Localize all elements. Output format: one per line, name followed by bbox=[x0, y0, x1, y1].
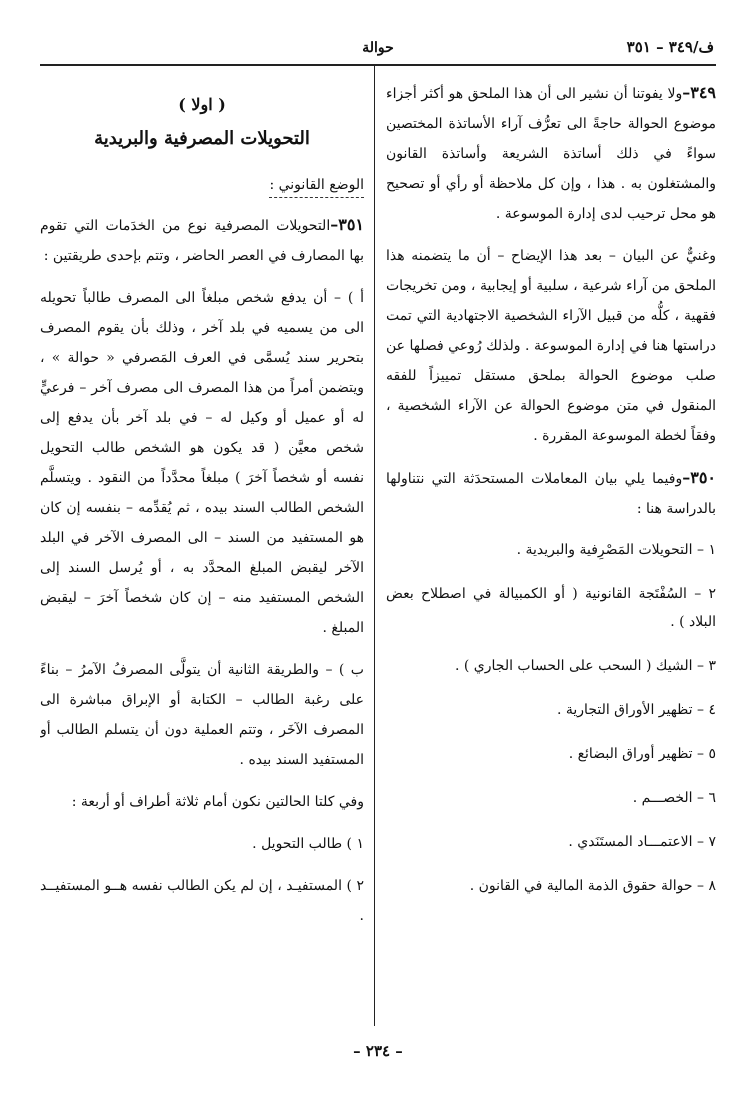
paragraph-text: وفيما يلي بيان المعاملات المستحدَثة التي نتناولها بالدراسة هنا : bbox=[386, 471, 716, 517]
list-item: ٦ – الخصـــم . bbox=[632, 790, 716, 806]
paragraph-clarification: وغنيٌّ عن البيان – بعد هذا الإيضاح – أن ما يتضمنه هذا الملحق من آراء شرعية ، سلبية أو إيجابية ، ومن تخريجات فقهية ، كلُّه من قبيل الآراء الشخصية الاجتهادية التي تمت دراستها هنا في إدارة الموسوعة . ولذلك رُوعي فصلها عن صلب موضوع الحوالة بملحق مستقل تمييزاً للفقه المنقول في متن موضوع الحوالة عن الآراء الشخصية ، وفقاً لخطة الموسوعة المقررة . bbox=[386, 248, 716, 444]
section-number: ( اولا ) bbox=[178, 95, 226, 114]
transactions-list bbox=[386, 536, 716, 900]
paragraph-text: ولا يفوتنا أن نشير الى أن هذا الملحق هو أكثر أجزاء موضوع الحوالة حاجةً الى تعرُّف آراء الأساتذة المختصين سواءً في ذلك أساتذة الشريعة وأساتذة القانون والمشتغلون به . هذا ، وإن كل ملاحظة أو رأي أو تصحيح هو محل ترحيب لدى إدارة الموسوعة . bbox=[386, 86, 716, 222]
paragraph-text: التحويلات المصرفية نوع من الخدَمات التي تقوم بها المصارف في العصر الحاضر ، وتتم بإحدى طريقتين : bbox=[40, 218, 364, 264]
list-item: ٢ – السُفْتَجة القانونية ( أو الكمبيالة في اصطلاح بعض البلاد ) . bbox=[386, 586, 716, 630]
paragraph-number: ٣٤٩– bbox=[682, 83, 716, 102]
page-number: – ٢٣٤ – bbox=[353, 1042, 403, 1060]
column-divider bbox=[374, 64, 375, 1026]
paragraph-parties: وفي كلتا الحالتين نكون أمام ثلاثة أطراف أو أربعة : bbox=[71, 794, 364, 810]
paragraph-349 bbox=[386, 78, 716, 229]
paragraph-method-b: ب ) – والطريقة الثانية أن يتولَّى المصرفُ الآمرُ – بناءً على رغبة الطالب – الكتابة أو الإبراق مباشرة الى المصرف الآخَر ، وتتم العملية دون أن يتسلم الطالب أو المستفيد السند بيده . bbox=[40, 662, 364, 768]
page-header bbox=[40, 34, 716, 66]
parties-item-1: ١ ) طالب التحويل . bbox=[252, 836, 364, 852]
section-range: ف/٣٤٩ – ٣٥١ bbox=[626, 38, 714, 56]
paragraph-351 bbox=[40, 210, 364, 271]
paragraph-number: ٣٥٠– bbox=[682, 468, 716, 487]
list-item: ٨ – حوالة حقوق الذمة المالية في القانون . bbox=[469, 878, 716, 894]
paragraph-350 bbox=[386, 463, 716, 524]
right-column bbox=[386, 78, 716, 1023]
left-column bbox=[40, 78, 364, 1023]
list-item: ٥ – تظهير أوراق البضائع . bbox=[568, 746, 716, 762]
parties-item-2: ٢ ) المستفيـد ، إن لم يكن الطالب نفسه هــو المستفيــد . bbox=[40, 878, 364, 924]
section-title: التحويلات المصرفية والبريدية bbox=[94, 128, 310, 149]
subheading: الوضع القانوني : bbox=[269, 173, 364, 198]
list-item: ٤ – تظهير الأوراق التجارية . bbox=[556, 702, 716, 718]
list-item: ١ – التحويلات المَصْرِفية والبريدية . bbox=[516, 542, 716, 558]
list-item: ٣ – الشيك ( السحب على الحساب الجاري ) . bbox=[454, 658, 716, 674]
paragraph-method-a: أ ) – أن يدفع شخص مبلغاً الى المصرف طالباً تحويله الى من يسميه في بلد آخر ، وذلك بأن يقوم المصرف بتحرير سند يُسمَّى في العرف المَصرفي « حوالة » ، ويتضمن أمراً من هذا المصرف الى مصرف آخر – فرعيٍّ له أو عميل أو وكيل له – في بلد آخر بأن يدفع إلى شخص معيَّن ( قد يكون هو الشخص طالب التحويل نفسه أو شخصاً آخرَ ) مبلغاً محدَّداً من النقود . ويتسلَّم الشخص الطالب السند بيده ، ثم يُقدِّمه – بنفسه إن كان هو المستفيد من السند – الى المصرف الآخر في البلد الآخر ليقبض المبلغ المحدَّد به ، أو يُرسل السند إلى الشخص المستفيد منه – إن كان شخصاً آخرَ – ليقبض المبلغ . bbox=[40, 290, 364, 636]
running-topic: حوالة bbox=[362, 40, 394, 56]
list-item: ٧ – الاعتمـــاد المستَنَدي . bbox=[568, 834, 716, 850]
paragraph-number: ٣٥١– bbox=[330, 215, 364, 234]
